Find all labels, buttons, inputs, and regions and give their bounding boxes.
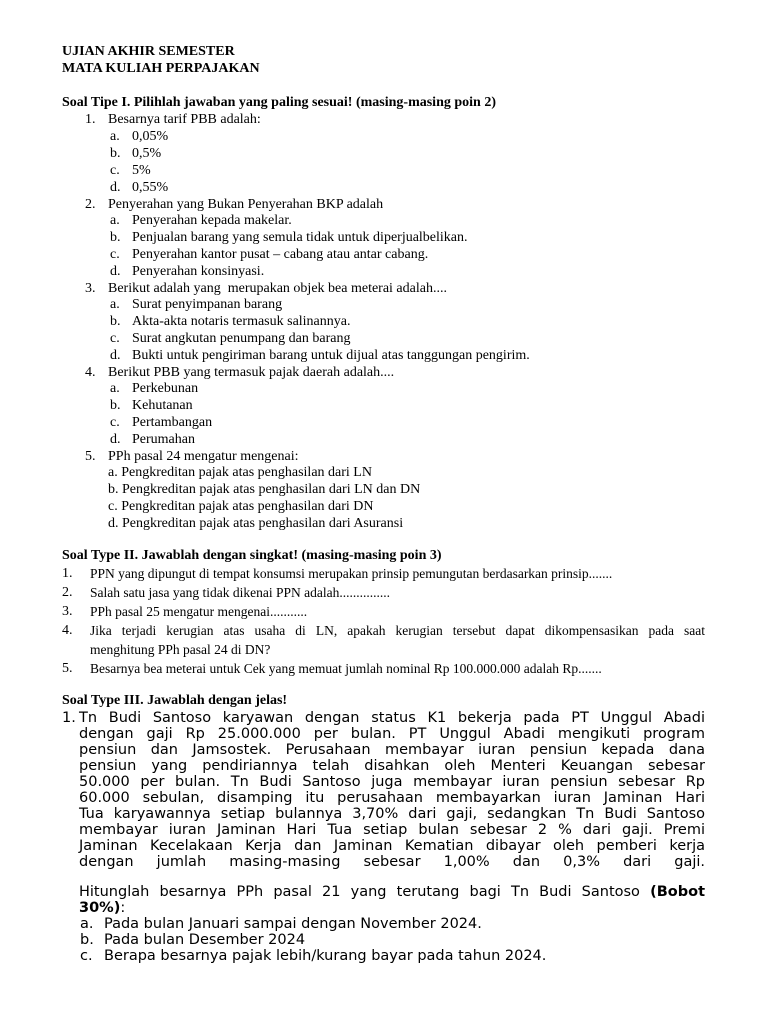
q1-3-opt-c: Surat angkutan penumpang dan barang [132,331,351,346]
q1-3-text: Berikut adalah yang merupakan objek bea meterai adalah.... [108,281,447,296]
q1-3-opt-a-letter: a. [110,297,120,312]
q3-1-sub-c: Berapa besarnya pajak lebih/kurang bayar pada tahun 2024. [104,948,547,964]
q2-4-number: 4. [62,623,73,638]
q1-1-text: Besarnya tarif PBB adalah: [108,112,261,127]
q3-1-line-3: pensiun dan Jamsostek. Perusahaan membayar iuran pensiun kepada dana [79,742,705,758]
q3-1-line-7: Tua karyawannya setiap bulannya 3,70% dari gaji, sedangkan Tn Budi Santoso [79,806,705,822]
q1-3-opt-b: Akta-akta notaris termasuk salinannya. [132,314,351,329]
q3-1-line-4: pensiun yang pendiriannya telah disahkan oleh Menteri Keuangan sebesar [79,758,705,774]
q1-1-opt-b-letter: b. [110,146,121,161]
q1-3-number: 3. [85,281,96,296]
q1-2-number: 2. [85,197,96,212]
q3-1-sub-a: Pada bulan Januari sampai dengan November 2024. [104,916,482,932]
q3-1-line-8: membayar iuran Jaminan Hari Tua setiap bulan sebesar 2 % dari gaji. Premi [79,822,705,838]
q1-1-opt-d-letter: d. [110,180,121,195]
q1-4-opt-c-letter: c. [110,415,120,430]
q1-4-opt-d-letter: d. [110,432,121,447]
q3-1-line-2: dengan gaji Rp 25.000.000 per bulan. PT Unggul Abadi mengikuti program [79,726,705,742]
q1-1-opt-c: 5% [132,163,151,178]
q2-3-text: PPh pasal 25 mengatur mengenai........... [90,604,308,619]
q2-4-text-line1: Jika terjadi kerugian atas usaha di LN, apakah kerugian tersebut dapat dikompensasikan pada saat [90,623,705,638]
q1-3-opt-b-letter: b. [110,314,121,329]
q1-5-opt-d: d. Pengkreditan pajak atas penghasilan dari Asuransi [108,516,404,531]
q1-1-opt-a-letter: a. [110,129,120,144]
q2-4-text-line2: menghitung PPh pasal 24 di DN? [90,642,271,657]
q1-5-opt-a: a. Pengkreditan pajak atas penghasilan dari LN [108,465,372,480]
q1-2-opt-d: Penyerahan konsinyasi. [132,264,265,279]
q1-2-opt-a-letter: a. [110,213,120,228]
q3-1-weight-part-1: (Bobot [650,884,706,900]
q1-1-opt-a: 0,05% [132,129,169,144]
q1-1-number: 1. [85,112,96,127]
q1-1-opt-d: 0,55% [132,180,169,195]
q3-1-sub-c-letter: c. [80,948,93,964]
q1-2-opt-b-letter: b. [110,230,121,245]
q2-1-number: 1. [62,566,73,581]
q1-2-opt-a: Penyerahan kepada makelar. [132,213,292,228]
section-3-heading: Soal Type III. Jawablah dengan jelas! [62,693,288,708]
q3-1-sub-b: Pada bulan Desember 2024 [104,932,306,948]
q3-1-line-9: Jaminan Kecelakaan Kerja dan Jaminan Kematian dibayar oleh pemberi kerja [79,838,705,854]
exam-title: UJIAN AKHIR SEMESTER [62,44,235,59]
q2-5-number: 5. [62,661,73,676]
q1-1-opt-c-letter: c. [110,163,120,178]
q3-1-instruction-line-1 [79,884,705,900]
q1-2-opt-c: Penyerahan kantor pusat – cabang atau antar cabang. [132,247,429,262]
q2-1-text: PPN yang dipungut di tempat konsumsi merupakan prinsip pemungutan berdasarkan prinsip....... [90,566,613,581]
q1-5-opt-c: c. Pengkreditan pajak atas penghasilan dari DN [108,499,374,514]
section-2-heading: Soal Type II. Jawablah dengan singkat! (masing-masing poin 3) [62,548,442,563]
q3-1-line-10: dengan jumlah masing-masing sebesar 1,00% dan 0,3% dari gaji. [79,854,705,870]
q1-4-opt-a: Perkebunan [132,381,199,396]
q1-4-opt-d: Perumahan [132,432,195,447]
q1-3-opt-c-letter: c. [110,331,120,346]
q1-4-opt-b-letter: b. [110,398,121,413]
q3-1-sub-a-letter: a. [80,916,94,932]
q2-3-number: 3. [62,604,73,619]
q1-3-opt-d: Bukti untuk pengiriman barang untuk dijual atas tanggungan pengirim. [132,348,530,363]
q2-2-number: 2. [62,585,73,600]
q3-1-sub-b-letter: b. [80,932,94,948]
q3-1-instruction-line-2 [79,900,125,916]
q1-4-opt-c: Pertambangan [132,415,213,430]
q1-5-number: 5. [85,449,96,464]
q1-1-opt-b: 0,5% [132,146,162,161]
q3-1-number: 1. [62,710,76,726]
course-title: MATA KULIAH PERPAJAKAN [62,61,260,76]
q1-2-opt-c-letter: c. [110,247,120,262]
q3-1-line-5: 50.000 per bulan. Tn Budi Santoso juga membayar iuran pensiun sebesar Rp [79,774,705,790]
q1-4-opt-a-letter: a. [110,381,120,396]
q2-5-text: Besarnya bea meterai untuk Cek yang memuat jumlah nominal Rp 100.000.000 adalah Rp....... [90,661,602,676]
q1-2-opt-d-letter: d. [110,264,121,279]
q1-3-opt-d-letter: d. [110,348,121,363]
q1-5-text: PPh pasal 24 mengatur mengenai: [108,449,299,464]
q3-1-colon: : [120,900,126,916]
q1-2-opt-b: Penjualan barang yang semula tidak untuk diperjualbelikan. [132,230,468,245]
q3-1-weight-part-2: 30%) [79,900,121,916]
q1-5-opt-b: b. Pengkreditan pajak atas penghasilan dari LN dan DN [108,482,421,497]
q1-3-opt-a: Surat penyimpanan barang [132,297,283,312]
q1-4-text: Berikut PBB yang termasuk pajak daerah adalah.... [108,365,395,380]
q1-2-text: Penyerahan yang Bukan Penyerahan BKP adalah [108,197,384,212]
q3-1-instruction-text: Hitunglah besarnya PPh pasal 21 yang terutang bagi Tn Budi Santoso [79,884,640,900]
section-1-heading: Soal Tipe I. Pilihlah jawaban yang paling sesuai! (masing-masing poin 2) [62,95,496,110]
q2-2-text: Salah satu jasa yang tidak dikenai PPN adalah............... [90,585,390,600]
q3-1-line-6: 60.000 sebulan, disamping itu perusahaan membayarkan iuran Jaminan Hari [79,790,705,806]
q1-4-number: 4. [85,365,96,380]
q1-4-opt-b: Kehutanan [132,398,193,413]
q3-1-line-1: Tn Budi Santoso karyawan dengan status K1 bekerja pada PT Unggul Abadi [79,710,705,726]
